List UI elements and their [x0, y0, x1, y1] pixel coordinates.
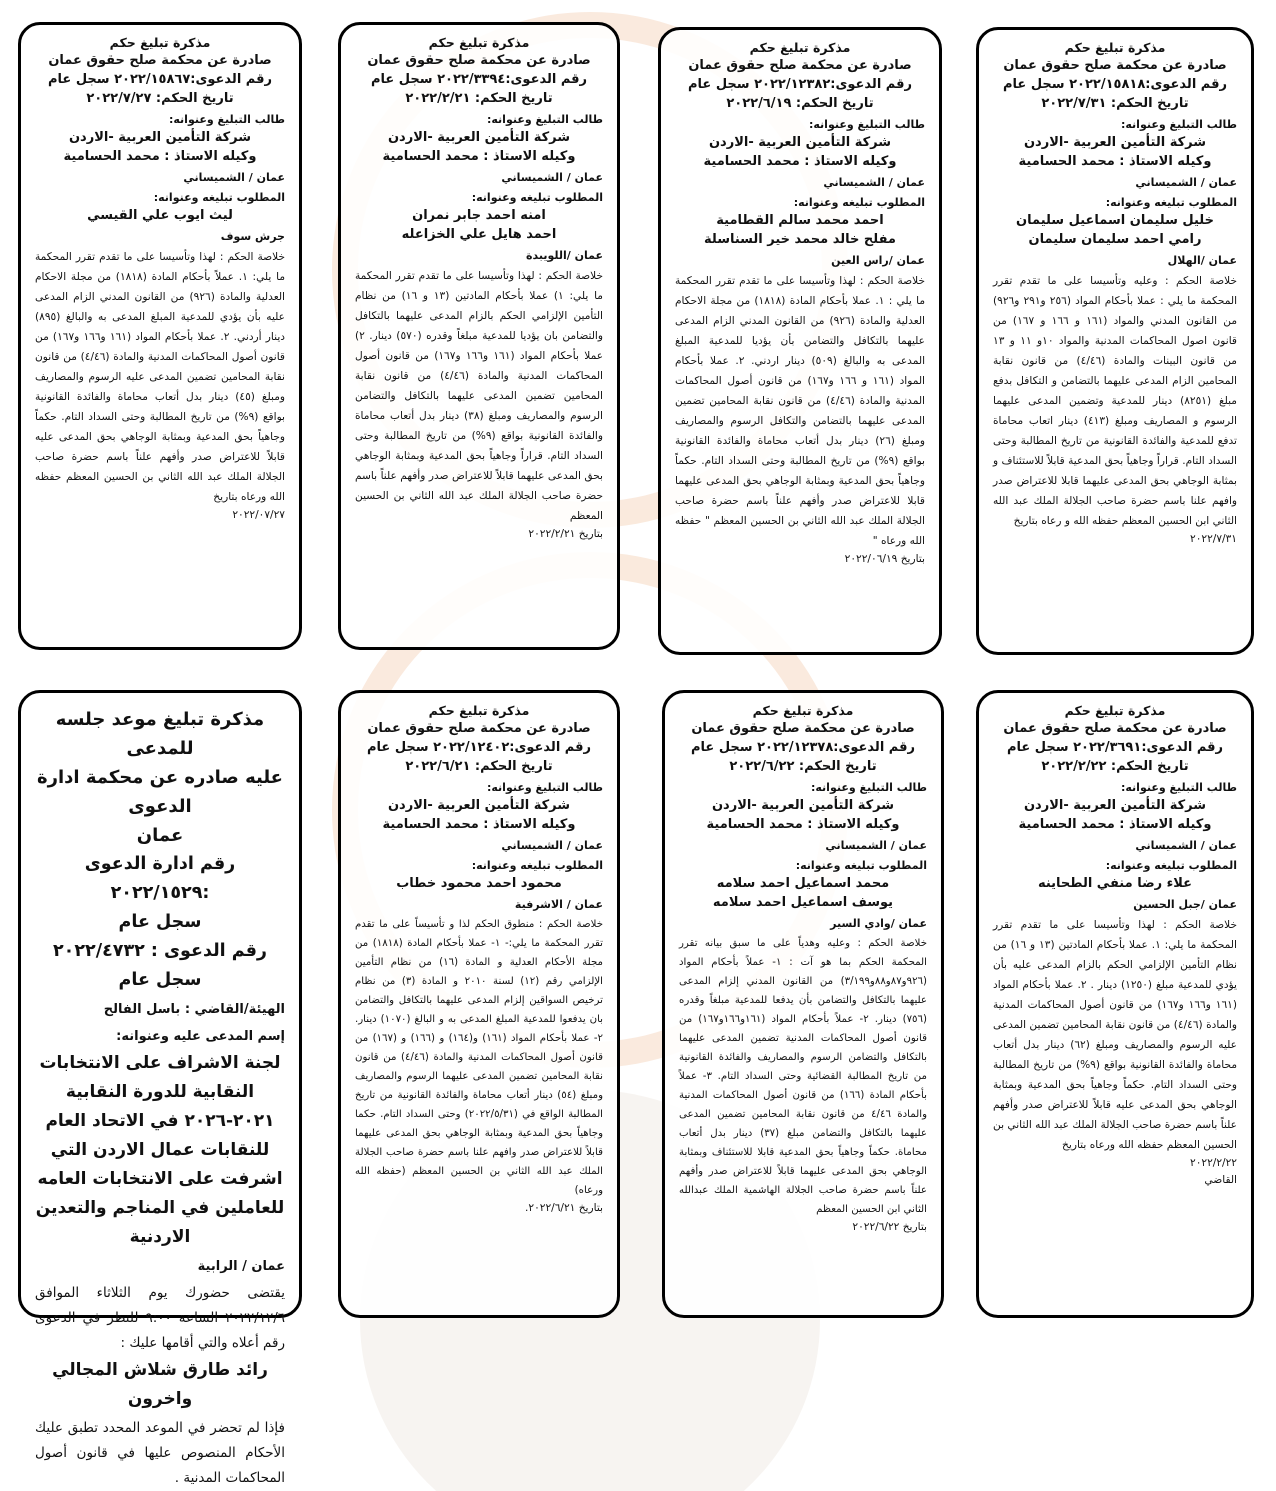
judgment-ending: بتاريخ ٢٠٢٢/٦/٢١. — [525, 1202, 603, 1214]
court-name: صادرة عن محكمة صلح حقوق عمان — [688, 58, 912, 73]
judgment-notice-7 — [338, 690, 620, 1318]
judgment-date: تاريخ الحكم: ٢٠٢٢/٧/٢٧ — [86, 91, 234, 106]
judgment-summary: خلاصة الحكم : لهذا وتأسيسا على ما تقدم تقرر المحكمة ما يلي: ١) عملا بأحكام المادتين (١٣ و ١٦) من نظام التأمين الإلزامي الحكم بالزام المدعى عليهما بالتكافل والتضامن بان يؤديا للمدعية مبلغاً وقدره (٥٧٠) دينار. ٢) عملا بأحكام المواد (١٦١ و١٦٦ و١٦٧) من قانون أصول المحاكمات المدنية والمادة (٤/٤٦) من قانون نقابة المحامين تضمين المدعى عليهما بالتكافل والتضامن الرسوم والمصاريف ومبلغ (٣٨) دينار بدل أتعاب محاماة والفائدة القانونية بواقع (٩%) من تاريخ المطالبة وحتى السداد التام. قراراً وجاهياً بحق المدعية وبمثابة الوجاهي بحق المدعى عليهما قابلاً للاعتراض صدر وأفهم علناً باسم حضرة صاحب الجلالة الملك عبد الله الثاني بن الحسين المعظم — [355, 270, 604, 522]
case-management-number: رقم ادارة الدعوى :٢٠٢٢/١٥٢٩ — [84, 854, 236, 903]
requester-address: عمان / الشميساني — [825, 839, 927, 852]
attorney-name: وكيله الاستاذ : محمد الحسامية — [706, 817, 900, 832]
requester-label: طالب التبليغ وعنوانه: — [1120, 118, 1237, 131]
judgment-date: تاريخ الحكم: ٢٠٢٢/٢/٢١ — [405, 91, 553, 106]
judgment-ending: ٢٠٢٢/٧/٣١ — [1190, 533, 1237, 545]
judgment-summary: خلاصة الحكم : وعليه وهدياً على ما سبق بيانه تقرر المحكمة الحكم بما هو آت : ١- عملاً بأحكام المواد (٩٢٦و٨٧و٨٨و٣/١٩٩) من القانون المدني إلزام المدعى عليهما بالتكافل والتضامن بأن يدفعا للمدعية مبلغاً وقدره (٧٥٦) دينار. ٢- عملاً بأحكام المواد (١٦١و١٦٦و١٦٧) من قانون أصول المحاكمات المدنية تضمين المدعى عليهما بالتكافل والتضامن الرسوم والمصاريف والفائدة القانونية من تاريخ المطالبة القضائية وحتى السداد التام. ٣- عملاً بأحكام المادة (١٦٦) من قانون أصول المحاكمات المدنية والمادة ٤/٤٦ من قانون نقابة المحامين تضمين المدعى عليهما بالتكافل والتضامن مبلغ (٣٧) دينار بدل أتعاب محاماة. حكماً وجاهياً بحق المدعية قابلا للاستئناف وبمثابة الوجاهي بحق المدعى عليهما قابلاً للاعتراض صدر وأفهم علناً باسم حضرة صاحب الجلالة الهاشمية الملك عبدالله الثاني ابن الحسين المعظم — [679, 938, 927, 1215]
notified-party: احمد محمد سالم القطامية — [716, 213, 884, 228]
notice-title: مذكرة تبليغ حكم — [749, 40, 851, 55]
notified-address: عمان /الهلال — [1167, 254, 1237, 267]
judgment-date: تاريخ الحكم: ٢٠٢٢/٦/٢٢ — [729, 759, 877, 774]
case-number: رقم الدعوى:٢٠٢٢/١٢٣٨٢ سجل عام — [688, 77, 912, 92]
attorney-name: وكيله الاستاذ : محمد الحسامية — [382, 817, 576, 832]
notified-address: عمان /اللويبدة — [525, 249, 603, 262]
judgment-notice-1 — [976, 27, 1254, 655]
requester-name: شركة التأمين العربية -الاردن — [708, 135, 892, 150]
judgment-date: تاريخ الحكم: ٢٠٢٢/٦/١٩ — [726, 96, 874, 111]
notified-label: المطلوب تبليغه وعنوانه: — [471, 191, 603, 204]
requester-label: طالب التبليغ وعنوانه: — [808, 118, 925, 131]
requester-label: طالب التبليغ وعنوانه: — [1120, 781, 1237, 794]
notified-address: عمان / الاشرفية — [514, 898, 603, 911]
attorney-name: وكيله الاستاذ : محمد الحسامية — [382, 149, 576, 164]
attorney-name: وكيله الاستاذ : محمد الحسامية — [1018, 154, 1212, 169]
case-number: رقم الدعوى:٢٠٢٢/٣٦٩١ سجل عام — [1006, 740, 1224, 755]
court-name: صادرة عن محكمة صلح حقوق عمان — [691, 721, 915, 736]
judgment-notice-6 — [662, 690, 944, 1318]
notified-address: جرش سوف — [220, 230, 285, 243]
notice-title: مذكرة تبليغ حكم — [1064, 703, 1166, 718]
notified-label: المطلوب تبليغه وعنوانه: — [471, 859, 603, 872]
notified-address: عمان /راس العين — [831, 254, 925, 267]
judgment-ending: ٢٠٢٢/٠٧/٢٧ — [232, 509, 285, 521]
notified-label: المطلوب تبليغه وعنوانه: — [1105, 196, 1237, 209]
hearing-notice — [18, 690, 302, 1486]
notified-party: يوسف اسماعيل احمد سلامه — [712, 895, 894, 910]
case-number: رقم الدعوى:٢٠٢٢/١٥٨٦٧ سجل عام — [48, 72, 272, 87]
notice-title: مذكرة تبليغ حكم — [109, 35, 211, 50]
requester-label: طالب التبليغ وعنوانه: — [486, 781, 603, 794]
judgment-notice-3 — [338, 22, 620, 650]
judgment-ending: بتاريخ ٢٠٢٢/٢/٢١ — [528, 528, 603, 540]
requester-label: طالب التبليغ وعنوانه: — [486, 113, 603, 126]
requester-name: شركة التأمين العربية -الاردن — [387, 130, 571, 145]
judgment-summary: خلاصة الحكم : لهذا وتأسيسا على ما تقدم تقرر المحكمة ما يلي: ١. عملا بأحكام المادتين (١٣ و ١٦) من نظام التأمين الإلزامي الحكم بالزام المدعى عليه بأن يؤدي للمدعية مبلغ (١٢٥٠) دينار . ٢. عملا بأحكام المواد (١٦١ و١٦٦ و١٦٧) من قانون أصول المحاكمات المدنية والمادة (٤/٤٦) من قانون نقابة المحامين تضمين المدعى عليه الرسوم والمصاريف ومبلغ (٦٢) دينار بدل أتعاب محاماة والفائدة القانونية بواقع (٩%) من تاريخ المطالبة وحتى السداد التام. حكماً وجاهياً بحق المدعية وبمثابة الوجاهي بحق المدعى عليه قابلاً للاعتراض صدر وأفهم علناً باسم حضرة صاحب الجلالة الملك عبد الله الثاني بن الحسين المعظم حفظه الله ورعاه بتاريخ — [993, 919, 1237, 1151]
requester-name: شركة التأمين العربية -الاردن — [1023, 135, 1207, 150]
requester-name: شركة التأمين العربية -الاردن — [387, 798, 571, 813]
requester-address: عمان / الشميساني — [501, 839, 603, 852]
attorney-name: وكيله الاستاذ : محمد الحسامية — [703, 154, 897, 169]
notified-label: المطلوب تبليغه وعنوانه: — [1105, 859, 1237, 872]
notified-label: المطلوب تبليغه وعنوانه: — [153, 191, 285, 204]
court-name: صادرة عن محكمة صلح حقوق عمان — [1003, 721, 1227, 736]
requester-name: شركة التأمين العربية -الاردن — [68, 130, 252, 145]
judgment-ending: بتاريخ ٢٠٢٢/٠٦/١٩ — [844, 553, 925, 565]
notified-party: خليل سليمان اسماعيل سليمان — [1016, 213, 1214, 228]
judge-signature: القاضي — [1204, 1174, 1237, 1186]
judgment-summary: خلاصة الحكم : منطوق الحكم لذا و تأسيساً على ما تقدم تقرر المحكمة ما يلي:- ١- عملا بأحكام المادة (١٨١٨) من مجلة الأحكام العدلية و المادة (١٦) من نظام التأمين الإلزامي رقم (١٢) لسنة ٢٠١٠ و المادة (٣) من نظام ترخيص السواقين إلزام المدعى عليهما بالتكافل والتضامن بان يدفعوا للمدعية المبلغ المدعى به و البالغ (١٠٧٠) دينار. ٢- عملا بأحكام المواد (١٦١) و(١٦٤) و (١٦٦) و (١٦٧) من قانون أصول المحاكمات المدنية والمادة (٤/٤٦) من قانون نقابة المحامين تضمين المدعى عليهما الرسوم والمصاريف ومبلغ (٥٤) دينار أتعاب محاماة والفائدة القانونية من تاريخ المطالبة الواقع في (٢٠٢٢/٥/٣١) وحتى السداد التام. حكما وجاهياً بحق المدعية وبمثابة الوجاهي بحق المدعى عليهما قابلاً للاعتراض صدر وافهم علنا باسم حضرة صاحب الجلالة الملك عبد الله الثاني بن الحسين المعظم (حفظه الله ورعاه) — [355, 919, 604, 1196]
requester-name: شركة التأمين العربية -الاردن — [1023, 798, 1207, 813]
requester-address: عمان / الشميساني — [1135, 839, 1237, 852]
hearing-title: مذكرة تبليغ موعد جلسه للمدعى — [55, 709, 265, 759]
court-name: صادرة عن محكمة صلح حقوق عمان — [367, 721, 591, 736]
case-number: رقم الدعوى:٢٠٢٢/١٢٤٠٢ سجل عام — [367, 740, 591, 755]
requester-address: عمان / الشميساني — [1135, 176, 1237, 189]
judge-line — [35, 998, 285, 1022]
judgment-ending: بتاريخ ٢٠٢٢/٦/٢٢ — [852, 1221, 927, 1233]
requester-label: طالب التبليغ وعنوانه: — [810, 781, 927, 794]
notified-party: رامي احمد سليمان سليمان — [1028, 232, 1202, 247]
court-name: صادرة عن محكمة صلح حقوق عمان — [1003, 58, 1227, 73]
notice-title: مذكرة تبليغ حكم — [752, 703, 854, 718]
notified-label: المطلوب تبليغه وعنوانه: — [795, 859, 927, 872]
case-number: رقم الدعوى:٢٠٢٢/١٥٨١٨ سجل عام — [1003, 77, 1227, 92]
notified-party: محمد اسماعيل احمد سلامه — [716, 876, 890, 891]
judgment-date: تاريخ الحكم: ٢٠٢٢/٢/٢٢ — [1041, 759, 1189, 774]
requester-address: عمان / الشميساني — [183, 171, 285, 184]
notified-party: علاء رضا منفي الطحاينه — [1037, 876, 1193, 891]
judgment-ending: ٢٠٢٢/٢/٢٢ — [1190, 1157, 1237, 1169]
court-name: صادرة عن محكمة صلح حقوق عمان — [367, 53, 591, 68]
judgment-summary: خلاصة الحكم : وعليه وتأسيسا على ما تقدم تقرر المحكمة ما يلي : عملا بأحكام المواد (٢٥٦ و٢٩١ و٩٢٦) من القانون المدني والمواد (١٦١ و ١٦٦ و ١٦٧) من قانون اصول المحاكمات المدنية والمواد ١٠و ١١ و ١٣ من قانون البينات والمادة (٤/٤٦) من قانون نقابة المحامين الزام المدعى عليهما بالتضامن و التكافل بدفع مبلغ (٨٢٥١) دينار للمدعية وتضمين المدعى عليهما الرسوم و المصاريف ومبلغ (٤١٣) دينار اتعاب محاماة تدفع للمدعية والفائدة القانونية من تاريخ المطالبة وحتى السداد التام. قراراً وجاهياً بحق المدعية قابلاً للاستئناف و بمثابة الوجاهي بحق المدعى عليهما قابلا للاعتراض صدر وافهم علنا باسم حضرة صاحب الجلالة الملك عبد الله الثاني ابن الحسين المعظم حفظه الله و رعاه بتاريخ — [993, 275, 1238, 527]
case-number: رقم الدعوى:٢٠٢٢/١٢٣٧٨ سجل عام — [691, 740, 915, 755]
notified-label: المطلوب تبليغه وعنوانه: — [793, 196, 925, 209]
register-label: سجل عام — [118, 912, 202, 932]
judge-label: الهيئة/القاضي : — [184, 1002, 285, 1017]
judgment-summary: خلاصة الحكم : لهذا وتأسيسا على ما تقدم تقرر المحكمة ما يلي: ١. عملاً بأحكام المادة (١٨١٨) من مجلة الاحكام العدلية والمادة (٩٢٦) من القانون المدني الزام المدعى عليه بأن يؤدي للمدعية المبلغ المدعى به والبالغ (٨٩٥) دينار أردني. ٢. عملا بأحكام المواد (١٦١ و١٦٦ و١٦٧) من قانون أصول المحاكمات المدنية والمادة (٤/٤٦) من قانون نقابة المحامين تضمين المدعى عليه الرسوم والمصاريف ومبلغ (٤٥) دينار بدل أتعاب محاماة والفائدة القانونية بواقع (٩%) من تاريخ المطالبة وحتى السداد التام. حكماً وجاهياً بحق المدعية وبمثابة الوجاهي بحق المدعى عليه قابلاً للاعتراض صدر وأفهم علناً باسم حضرة صاحب الجلالة الملك عبد الله الثاني بن الحسين المعظم حفظه الله ورعاه بتاريخ — [35, 251, 286, 503]
requester-label: طالب التبليغ وعنوانه: — [168, 113, 285, 126]
notice-title: مذكرة تبليغ حكم — [428, 35, 530, 50]
judgment-notice-2 — [658, 27, 942, 655]
notified-address: عمان /وادي السير — [830, 917, 927, 930]
notified-party: مفلح خالد محمد خير السناسلة — [704, 232, 896, 247]
case-number: رقم الدعوى : ٢٠٢٢/٤٧٣٢ سجل عام — [52, 941, 268, 990]
warning-text: فإذا لم تحضر في الموعد المحدد تطبق عليك الأحكام المنصوص عليها في قانون أصول المحاكمات المدنية . — [35, 1420, 285, 1486]
judgment-notice-4 — [18, 22, 302, 650]
plaintiff-name: رائد طارق شلاش المجالي واخرون — [52, 1360, 268, 1409]
defendant-label: إسم المدعى عليه وعنوانه: — [116, 1029, 285, 1044]
notified-party: احمد هايل علي الخزاعله — [401, 227, 557, 242]
judgment-date: تاريخ الحكم: ٢٠٢٢/٦/٢١ — [405, 759, 553, 774]
court-name: صادرة عن محكمة صلح حقوق عمان — [48, 53, 272, 68]
notice-title: مذكرة تبليغ حكم — [428, 703, 530, 718]
defendant-name: لجنة الاشراف على الانتخابات النقابية للدورة النقابية ٢٠٢١-٢٠٢٦ في الاتحاد العام للنقابات عمال الاردن التي اشرفت على الانتخابات العامه للعاملين في المناجم والتعدين الاردنية — [35, 1053, 285, 1247]
notified-party: ليث ايوب علي القيسي — [87, 208, 233, 223]
defendant-address: عمان / الرابية — [197, 1259, 285, 1274]
case-number: رقم الدعوى:٢٠٢٢/٣٣٩٤ سجل عام — [370, 72, 588, 87]
requester-address: عمان / الشميساني — [823, 176, 925, 189]
requester-name: شركة التأمين العربية -الاردن — [711, 798, 895, 813]
hearing-city: عمان — [136, 825, 184, 846]
judgment-summary: خلاصة الحكم : لهذا وتأسيسا على ما تقدم تقرر المحكمة ما يلي : ١. عملا بأحكام المادة (١٨١٨) من مجلة الاحكام العدلية والمادة (٩٢٦) من القانون المدني الزام المدعى عليهما بالتكافل والتضامن بأن يؤديا للمدعية المبلغ المدعى به والبالغ (٥٠٩) دينار اردني. ٢. عملا بأحكام المواد (١٦١ و ١٦٦ و١٦٧) من قانون أصول المحاكمات المدنية والمادة (٤/٤٦) من قانون نقابة المحامين تضمين المدعى عليهما بالتضامن والتكافل الرسوم والمصاريف ومبلغ (٢٦) دينار بدل أتعاب محاماة والفائدة القانونية بواقع (٩%) من تاريخ المطالبة وحتى السداد التام. حكماً وجاهياً بحق المدعية وبمثابة الوجاهي بحق المدعى عليهما قابلا للاعتراض صدر وأفهم علناً باسم حضرة صاحب الجلالة الملك عبد الله الثاني بن الحسين المعظم " حفظه الله ورعاه " — [675, 275, 926, 547]
attorney-name: وكيله الاستاذ : محمد الحسامية — [1018, 817, 1212, 832]
attorney-name: وكيله الاستاذ : محمد الحسامية — [63, 149, 257, 164]
notified-party: محمود احمد محمود خطاب — [396, 876, 562, 891]
judgment-date: تاريخ الحكم: ٢٠٢٢/٧/٣١ — [1041, 96, 1189, 111]
notified-address: عمان /جبل الحسين — [1133, 898, 1237, 911]
requester-address: عمان / الشميساني — [501, 171, 603, 184]
notified-party: امنه احمد جابر نمران — [412, 208, 546, 223]
notice-title: مذكرة تبليغ حكم — [1064, 40, 1166, 55]
judge-name: باسل الفالح — [103, 1002, 181, 1017]
judgment-notice-5 — [976, 690, 1254, 1318]
summons-text: يقتضى حضورك يوم الثلاثاء الموافق ٢٠٢٢/١٢/٦ الساعة ٩:٠٠ للنظر في الدعوى رقم أعلاه والتي أقامها عليك : — [35, 1285, 285, 1351]
hearing-title: عليه صادره عن محكمة ادارة الدعوى — [37, 767, 283, 817]
